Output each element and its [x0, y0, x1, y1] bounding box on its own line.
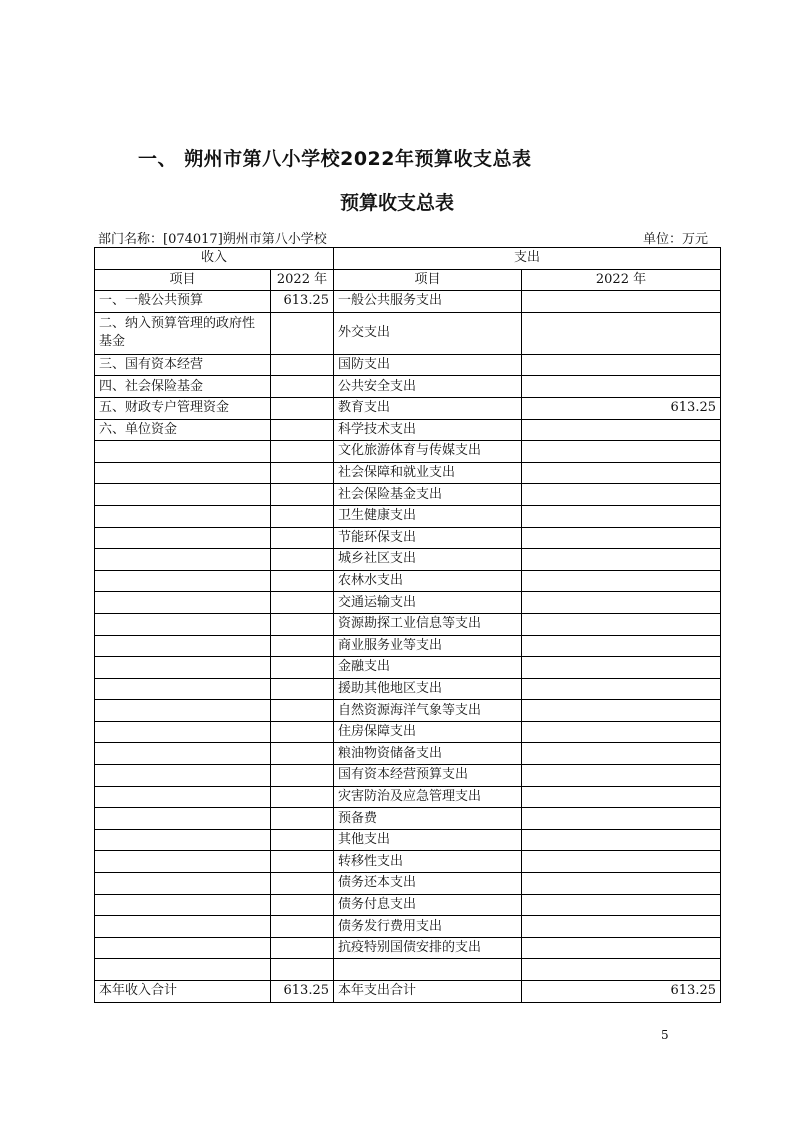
table-row [95, 592, 721, 614]
income-item-cell [95, 484, 271, 506]
expense-item-cell: 一般公共服务支出 [334, 291, 522, 313]
income-item-cell [95, 808, 271, 830]
income-value-cell [271, 462, 334, 484]
expense-value-cell [522, 786, 721, 808]
expense-item-cell: 粮油物资储备支出 [334, 743, 522, 765]
expense-item-cell: 其他支出 [334, 829, 522, 851]
income-item-cell: 四、社会保险基金 [95, 376, 271, 398]
unit-label: 单位：万元 [643, 232, 709, 247]
expense-item-cell: 债务发行费用支出 [334, 916, 522, 938]
income-item-cell [95, 527, 271, 549]
income-item-cell [95, 743, 271, 765]
income-value-cell [271, 397, 334, 419]
table-row [95, 549, 721, 571]
expense-item-cell: 公共安全支出 [334, 376, 522, 398]
income-item-cell [95, 851, 271, 873]
expense-value-cell [522, 700, 721, 722]
income-item-cell [95, 959, 271, 981]
expense-header: 支出 [334, 248, 721, 270]
table-row [95, 376, 721, 398]
income-value-cell: 613.25 [271, 291, 334, 313]
table-row [95, 916, 721, 938]
expense-item-cell: 债务还本支出 [334, 873, 522, 895]
table-row [95, 291, 721, 313]
expense-item-cell: 抗疫特别国债安排的支出 [334, 937, 522, 959]
expense-value-cell [522, 419, 721, 441]
income-value-cell [271, 786, 334, 808]
expense-item-cell: 国防支出 [334, 354, 522, 376]
expense-value-cell [522, 635, 721, 657]
expense-item-cell: 节能环保支出 [334, 527, 522, 549]
income-value-cell [271, 829, 334, 851]
expense-item-cell: 灾害防治及应急管理支出 [334, 786, 522, 808]
expense-value-cell [522, 657, 721, 679]
income-item-cell [95, 765, 271, 787]
table-row [95, 484, 721, 506]
expense-item-cell: 教育支出 [334, 397, 522, 419]
income-item-cell [95, 916, 271, 938]
income-value-cell [271, 937, 334, 959]
group-header-row [95, 248, 721, 270]
table-row [95, 765, 721, 787]
income-item-cell [95, 441, 271, 463]
expense-value-cell [522, 312, 721, 354]
expense-value-cell [522, 808, 721, 830]
table-row [95, 678, 721, 700]
income-value-cell [271, 700, 334, 722]
income-item-cell: 一、一般公共预算 [95, 291, 271, 313]
expense-value-cell: 613.25 [522, 981, 721, 1003]
income-value-cell [271, 505, 334, 527]
income-item-cell [95, 613, 271, 635]
expense-item-cell: 本年支出合计 [334, 981, 522, 1003]
income-item-cell: 本年收入合计 [95, 981, 271, 1003]
expense-value-cell [522, 851, 721, 873]
expense-item-cell: 文化旅游体育与传媒支出 [334, 441, 522, 463]
expense-value-cell [522, 505, 721, 527]
expense-value-cell [522, 937, 721, 959]
expense-item-cell: 社会保障和就业支出 [334, 462, 522, 484]
expense-value-cell [522, 743, 721, 765]
income-item-cell [95, 678, 271, 700]
table-row [95, 462, 721, 484]
income-item-header: 项目 [95, 269, 271, 291]
expense-item-cell: 城乡社区支出 [334, 549, 522, 571]
expense-item-cell: 自然资源海洋气象等支出 [334, 700, 522, 722]
table-row [95, 570, 721, 592]
income-header: 收入 [95, 248, 334, 270]
income-item-cell [95, 505, 271, 527]
table-row [95, 635, 721, 657]
income-value-cell [271, 613, 334, 635]
expense-item-cell: 农林水支出 [334, 570, 522, 592]
income-value-cell: 613.25 [271, 981, 334, 1003]
expense-value-cell [522, 441, 721, 463]
table-row [95, 721, 721, 743]
income-item-cell: 五、财政专户管理资金 [95, 397, 271, 419]
income-value-cell [271, 527, 334, 549]
income-value-cell [271, 312, 334, 354]
expense-value-cell [522, 376, 721, 398]
income-value-cell [271, 570, 334, 592]
income-item-cell [95, 721, 271, 743]
section-heading: 一、 朔州市第八小学校2022年预算收支总表 [138, 148, 532, 170]
expense-value-cell [522, 592, 721, 614]
expense-value-cell [522, 678, 721, 700]
table-row [95, 829, 721, 851]
income-value-cell [271, 916, 334, 938]
table-row [95, 527, 721, 549]
table-row [95, 657, 721, 679]
expense-item-cell: 金融支出 [334, 657, 522, 679]
expense-item-cell: 债务付息支出 [334, 894, 522, 916]
table-row [95, 354, 721, 376]
expense-value-cell [522, 916, 721, 938]
expense-item-cell: 转移性支出 [334, 851, 522, 873]
expense-value-cell [522, 291, 721, 313]
expense-item-cell: 住房保障支出 [334, 721, 522, 743]
expense-item-cell: 资源勘探工业信息等支出 [334, 613, 522, 635]
income-value-cell [271, 765, 334, 787]
table-row [95, 700, 721, 722]
income-item-cell [95, 592, 271, 614]
expense-item-cell: 国有资本经营预算支出 [334, 765, 522, 787]
income-value-cell [271, 657, 334, 679]
expense-value-cell [522, 527, 721, 549]
table-row [95, 419, 721, 441]
table-row [95, 312, 721, 354]
income-item-cell: 六、单位资金 [95, 419, 271, 441]
income-item-cell [95, 549, 271, 571]
column-header-row [95, 269, 721, 291]
income-item-cell [95, 635, 271, 657]
income-value-cell [271, 484, 334, 506]
table-title: 预算收支总表 [339, 192, 454, 214]
expense-value-cell [522, 549, 721, 571]
income-year-header: 2022 年 [271, 269, 334, 291]
table-row [95, 397, 721, 419]
income-value-cell [271, 721, 334, 743]
expense-value-cell: 613.25 [522, 397, 721, 419]
income-value-cell [271, 376, 334, 398]
expense-value-cell [522, 721, 721, 743]
expense-value-cell [522, 959, 721, 981]
expense-value-cell [522, 765, 721, 787]
income-value-cell [271, 635, 334, 657]
income-item-cell [95, 894, 271, 916]
table-row [95, 981, 721, 1003]
expense-value-cell [522, 894, 721, 916]
table-row [95, 873, 721, 895]
expense-value-cell [522, 829, 721, 851]
income-item-cell [95, 937, 271, 959]
income-item-cell [95, 462, 271, 484]
table-row [95, 894, 721, 916]
expense-item-cell: 商业服务业等支出 [334, 635, 522, 657]
income-item-cell [95, 700, 271, 722]
income-item-cell [95, 657, 271, 679]
income-value-cell [271, 354, 334, 376]
income-value-cell [271, 808, 334, 830]
table-row [95, 808, 721, 830]
income-value-cell [271, 894, 334, 916]
expense-item-cell: 外交支出 [334, 312, 522, 354]
table-row [95, 505, 721, 527]
income-value-cell [271, 549, 334, 571]
expense-item-cell: 社会保险基金支出 [334, 484, 522, 506]
page-number: 5 [661, 1028, 669, 1042]
expense-value-cell [522, 354, 721, 376]
income-value-cell [271, 441, 334, 463]
expense-year-header: 2022 年 [522, 269, 721, 291]
expense-value-cell [522, 462, 721, 484]
table-row [95, 937, 721, 959]
income-value-cell [271, 959, 334, 981]
expense-item-cell: 援助其他地区支出 [334, 678, 522, 700]
income-item-cell: 二、纳入预算管理的政府性基金 [95, 312, 271, 354]
income-item-cell [95, 570, 271, 592]
expense-item-header: 项目 [334, 269, 522, 291]
table-row [95, 851, 721, 873]
income-value-cell [271, 851, 334, 873]
expense-value-cell [522, 613, 721, 635]
income-value-cell [271, 592, 334, 614]
expense-value-cell [522, 873, 721, 895]
expense-item-cell: 科学技术支出 [334, 419, 522, 441]
table-row [95, 441, 721, 463]
expense-item-cell [334, 959, 522, 981]
expense-item-cell: 卫生健康支出 [334, 505, 522, 527]
income-item-cell: 三、国有资本经营 [95, 354, 271, 376]
table-row [95, 613, 721, 635]
expense-value-cell [522, 484, 721, 506]
table-row [95, 743, 721, 765]
income-item-cell [95, 786, 271, 808]
expense-item-cell: 预备费 [334, 808, 522, 830]
expense-value-cell [522, 570, 721, 592]
income-value-cell [271, 678, 334, 700]
table-row [95, 786, 721, 808]
income-value-cell [271, 743, 334, 765]
expense-item-cell: 交通运输支出 [334, 592, 522, 614]
income-item-cell [95, 829, 271, 851]
income-value-cell [271, 873, 334, 895]
income-item-cell [95, 873, 271, 895]
department-name: 部门名称：[074017]朔州市第八小学校 [98, 232, 327, 247]
budget-summary-table [94, 247, 721, 1003]
table-row [95, 959, 721, 981]
income-value-cell [271, 419, 334, 441]
